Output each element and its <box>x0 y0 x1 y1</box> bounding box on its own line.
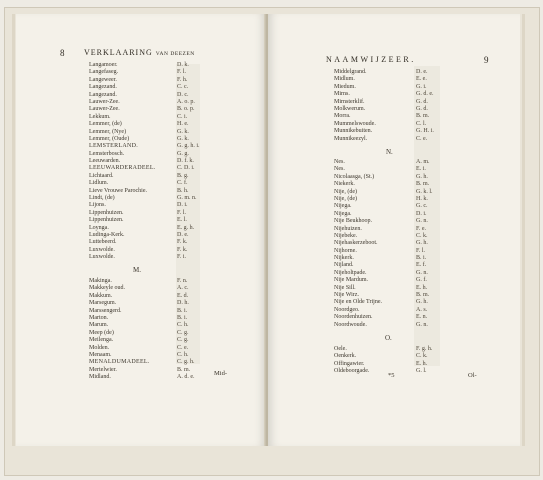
entry-map-ref: F. e. <box>416 225 427 232</box>
entry-name: Lauwer-Zee. <box>89 106 120 113</box>
entry-map-ref: E. h. <box>416 284 428 291</box>
index-entry <box>334 166 504 173</box>
left-running-head-main: VERKLAARING <box>84 48 153 57</box>
entry-name: Molkwerum. <box>334 105 366 112</box>
left-running-head-small: VAN DEEZEN <box>155 51 195 57</box>
entry-map-ref: C. f. <box>177 180 188 187</box>
entry-name: Langefaseg. <box>89 69 119 76</box>
index-entry <box>89 278 259 285</box>
entry-name: Lemmer, (Nye) <box>89 128 127 135</box>
index-entry <box>334 136 504 143</box>
index-entry <box>334 174 504 181</box>
index-entry <box>334 159 504 166</box>
entry-map-ref: B. g. <box>177 172 189 179</box>
entry-map-ref: A. o. p. <box>177 98 195 105</box>
index-entry <box>89 202 259 209</box>
entry-map-ref: G. g. h. i. <box>177 143 200 150</box>
entry-name: MENALDUMADEEL. <box>89 359 150 366</box>
entry-name: Miedum. <box>334 83 356 90</box>
entry-map-ref: G. n. <box>416 321 428 328</box>
index-entry <box>89 210 259 217</box>
entry-name: Nicolaasga, (St.) <box>334 173 375 180</box>
section-letter-m: M. <box>133 266 141 274</box>
index-entry <box>334 203 504 210</box>
entry-map-ref: C. g. <box>177 337 189 344</box>
entry-map-ref: G. k. <box>177 135 189 142</box>
index-entry <box>89 285 259 292</box>
entry-name: Nijebeke. <box>334 232 358 239</box>
right-entries-bottom <box>334 346 504 376</box>
entry-name: Lidlum. <box>89 180 109 187</box>
entry-name: Lekkum. <box>89 113 111 120</box>
index-entry <box>334 248 504 255</box>
entry-name: Nijehuizen. <box>334 225 362 232</box>
entry-map-ref: F. l. <box>177 209 187 216</box>
index-entry <box>334 307 504 314</box>
entry-name: Nije, (de) <box>334 188 357 195</box>
index-entry <box>89 129 259 136</box>
left-page <box>16 14 266 446</box>
entry-name: Noordgeo. <box>334 306 360 313</box>
entry-name: Middelgrand. <box>334 69 367 75</box>
entry-name: Marum. <box>89 322 109 329</box>
index-entry <box>334 353 504 360</box>
entry-map-ref: F. n. <box>177 278 188 284</box>
index-entry <box>89 232 259 239</box>
entry-name: Langezand. <box>89 84 117 91</box>
index-entry <box>89 165 259 172</box>
index-entry <box>89 121 259 128</box>
entry-name: Nije en Olde Trijne. <box>334 299 382 306</box>
left-page-edge <box>12 14 15 446</box>
entry-map-ref: D. h. <box>177 300 189 307</box>
entry-map-ref: E. e. <box>416 76 427 83</box>
entry-name: Meep (de) <box>89 329 114 336</box>
entry-name: Morra. <box>334 113 351 120</box>
index-entry <box>334 113 504 120</box>
index-entry <box>89 308 259 315</box>
entry-map-ref: C. h. <box>177 322 189 329</box>
entry-map-ref: F. g. h. <box>416 346 433 352</box>
entry-name: Nije Wirz. <box>334 292 359 299</box>
entry-map-ref: A. m. <box>416 159 430 165</box>
index-entry <box>334 361 504 368</box>
entry-map-ref: A. c. <box>177 285 189 292</box>
entry-name: Langamoer. <box>89 62 118 68</box>
entry-map-ref: C. g. h. <box>177 359 195 366</box>
index-entry <box>334 196 504 203</box>
index-entry <box>89 195 259 202</box>
right-page <box>268 14 520 446</box>
entry-name: Noordenhuizen. <box>334 314 373 321</box>
entry-map-ref: G. n. <box>416 218 428 225</box>
entry-map-ref: B. m. <box>177 366 191 373</box>
entry-map-ref: H. e. <box>177 121 189 128</box>
entry-name: Marsegum. <box>89 300 117 307</box>
entry-name: LEEUWARDERADEEL. <box>89 165 156 172</box>
index-entry <box>334 233 504 240</box>
right-running-head: NAAMWIJZEER. <box>326 55 416 64</box>
index-entry <box>334 91 504 98</box>
index-entry <box>334 121 504 128</box>
index-entry <box>89 225 259 232</box>
index-entry <box>334 226 504 233</box>
left-running-head <box>84 48 195 57</box>
entry-name: Nijehaskerzeboot. <box>334 240 378 247</box>
entry-name: Nijega. <box>334 203 352 210</box>
entry-name: Langeweer. <box>89 76 117 83</box>
entry-name: Nijland. <box>334 262 354 269</box>
entry-map-ref: E. h. <box>416 360 428 367</box>
index-entry <box>334 322 504 329</box>
index-entry <box>89 367 259 374</box>
index-entry <box>89 136 259 143</box>
entry-map-ref: B. i. <box>177 314 188 321</box>
entry-name: Nijega. <box>334 210 352 217</box>
index-entry <box>89 84 259 91</box>
entry-name: LEMSTERLAND. <box>89 143 139 150</box>
index-entry <box>89 143 259 150</box>
entry-map-ref: C. k. <box>416 353 428 360</box>
left-entries-top <box>89 62 259 262</box>
entry-map-ref: C. D. i. <box>177 165 195 172</box>
index-entry <box>89 345 259 352</box>
entry-name: Marton. <box>89 314 109 321</box>
entry-name: Nijeholtpade. <box>334 269 367 276</box>
index-entry <box>334 69 504 76</box>
entry-name: Lichtaard. <box>89 172 114 179</box>
index-entry <box>334 181 504 188</box>
entry-name: Nije Sill. <box>334 284 356 291</box>
entry-name: Luttebeerd. <box>89 239 117 246</box>
entry-map-ref: G. c. <box>416 203 428 210</box>
signature-mark: *5 <box>388 372 395 379</box>
entry-name: Makkeyle oud. <box>89 285 125 292</box>
entry-name: Loynga. <box>89 224 109 231</box>
entry-name: Munnikeezyl. <box>334 135 368 142</box>
entry-name: Nijhorne. <box>334 247 357 254</box>
entry-name: Lieve Vrouwe Parochie. <box>89 187 148 194</box>
entry-map-ref: E. l. <box>177 217 187 224</box>
entry-name: Nije, (de) <box>334 195 357 202</box>
entry-map-ref: D. e. <box>416 69 428 75</box>
index-entry <box>89 92 259 99</box>
left-catchword: Mid- <box>214 370 227 377</box>
entry-map-ref: B. i. <box>416 255 427 262</box>
index-entry <box>89 359 259 366</box>
entry-map-ref: F. l. <box>177 69 187 76</box>
index-entry <box>89 337 259 344</box>
entry-map-ref: A. s. <box>416 306 428 313</box>
entry-map-ref: B. i. <box>177 307 188 314</box>
entry-map-ref: B. m. <box>416 181 430 188</box>
right-entries-mid <box>334 159 504 329</box>
entry-name: Lijons. <box>89 202 106 209</box>
entry-name: Luxwolde. <box>89 254 115 261</box>
entry-map-ref: B. m. <box>416 292 430 299</box>
index-entry <box>334 128 504 135</box>
entry-name: Luxwolde. <box>89 246 115 253</box>
entry-map-ref: G. i. <box>416 83 427 90</box>
entry-map-ref: C. l. <box>416 120 427 127</box>
right-entries-top <box>334 69 504 143</box>
entry-name: Mertelwier. <box>89 366 117 373</box>
entry-name: Lippenhuizen. <box>89 209 124 216</box>
entry-name: Nijkerk. <box>334 255 354 262</box>
index-entry <box>334 76 504 83</box>
entry-name: Lemmer, (de) <box>89 121 122 128</box>
entry-map-ref: E. i. <box>416 166 426 173</box>
entry-name: Nes. <box>334 166 345 173</box>
entry-name: Mummelswoude. <box>334 120 376 127</box>
entry-name: Offingawier. <box>334 360 365 367</box>
entry-map-ref: A. d. e. <box>177 374 195 381</box>
entry-name: Molden. <box>89 344 110 351</box>
entry-map-ref: B. o. p. <box>177 106 195 113</box>
entry-name: Marssengerd. <box>89 307 122 314</box>
entry-map-ref: C. e. <box>177 344 189 351</box>
entry-map-ref: E. f. <box>416 262 427 269</box>
index-entry <box>89 300 259 307</box>
index-entry <box>89 374 259 381</box>
entry-name: Midland. <box>89 374 111 381</box>
entry-map-ref: G. H. i. <box>416 128 434 135</box>
index-entry <box>334 299 504 306</box>
left-folio: 8 <box>60 48 65 58</box>
index-entry <box>334 218 504 225</box>
index-entry <box>89 99 259 106</box>
index-entry <box>334 99 504 106</box>
entry-map-ref: G. l. <box>416 368 427 375</box>
entry-map-ref: C. h. <box>177 351 189 358</box>
index-entry <box>89 247 259 254</box>
index-entry <box>89 239 259 246</box>
index-entry <box>89 254 259 261</box>
index-entry <box>334 211 504 218</box>
entry-map-ref: F. h. <box>177 76 188 83</box>
entry-map-ref: C. g. <box>177 329 189 336</box>
entry-map-ref: C. i. <box>177 113 188 120</box>
entry-map-ref: F. k. <box>177 246 188 253</box>
entry-map-ref: D. e. <box>177 231 189 238</box>
entry-name: Makinga. <box>89 278 112 284</box>
entry-map-ref: G. d. <box>416 98 428 105</box>
entry-name: Oldeboorgade. <box>334 368 370 375</box>
entry-map-ref: H. k. <box>416 195 428 202</box>
index-entry <box>89 293 259 300</box>
entry-name: Midlum. <box>334 76 355 83</box>
entry-name: Oele. <box>334 346 347 352</box>
index-entry <box>89 188 259 195</box>
entry-map-ref: F. l. <box>416 247 426 254</box>
index-entry <box>334 314 504 321</box>
entry-map-ref: E. g. h. <box>177 224 195 231</box>
entry-name: Oenkerk. <box>334 353 357 360</box>
entry-map-ref: B. m. <box>416 113 430 120</box>
index-entry <box>89 315 259 322</box>
entry-name: Lemsterbosch. <box>89 150 125 157</box>
entry-map-ref: D. k. <box>177 62 189 68</box>
index-entry <box>89 330 259 337</box>
index-entry <box>334 189 504 196</box>
entry-name: Langezand. <box>89 91 117 98</box>
entry-map-ref: C. k. <box>416 232 428 239</box>
entry-name: Mirns. <box>334 91 350 98</box>
entry-map-ref: G. m. n. <box>177 195 197 202</box>
index-entry <box>89 352 259 359</box>
entry-map-ref: F. k. <box>177 239 188 246</box>
entry-map-ref: C. c. <box>177 84 189 91</box>
entry-name: Menaam. <box>89 351 112 358</box>
entry-map-ref: D. c. <box>177 91 189 98</box>
right-catchword: Ol- <box>468 372 477 379</box>
entry-map-ref: D. i. <box>416 210 427 217</box>
entry-name: Leeuwarden. <box>89 158 121 165</box>
right-folio: 9 <box>484 55 489 65</box>
index-entry <box>89 69 259 76</box>
index-entry <box>89 217 259 224</box>
index-entry <box>89 180 259 187</box>
entry-name: Niekerk. <box>334 181 355 188</box>
entry-map-ref: G. k. <box>177 128 189 135</box>
entry-name: Noordwoude. <box>334 321 367 328</box>
section-letter-n: N. <box>386 148 393 156</box>
index-entry <box>89 158 259 165</box>
entry-map-ref: G. n. <box>416 269 428 276</box>
entry-name: Mirnsterklif. <box>334 98 365 105</box>
index-entry <box>334 84 504 91</box>
entry-map-ref: F. i. <box>177 254 187 261</box>
entry-map-ref: G. h. <box>416 299 428 306</box>
index-entry <box>89 77 259 84</box>
entry-name: Lauwer-Zee. <box>89 98 120 105</box>
entry-map-ref: E. d. <box>177 292 189 299</box>
section-letter-o: O. <box>385 334 392 342</box>
entry-name: Meilenga. <box>89 337 114 344</box>
entry-map-ref: G. g. <box>177 150 189 157</box>
entry-map-ref: C. e. <box>416 135 428 142</box>
index-entry <box>334 262 504 269</box>
entry-map-ref: D. i. <box>177 202 188 209</box>
index-entry <box>334 292 504 299</box>
entry-map-ref: G. k. l. <box>416 188 433 195</box>
index-entry <box>89 322 259 329</box>
entry-map-ref: G. d. e. <box>416 91 434 98</box>
entry-map-ref: G. h. <box>416 173 428 180</box>
index-entry <box>334 240 504 247</box>
index-entry <box>89 173 259 180</box>
index-entry <box>89 106 259 113</box>
entry-name: Lemmer, (Oude) <box>89 135 130 142</box>
entry-name: Nije Beukhoop. <box>334 218 372 225</box>
left-entries-bottom <box>89 278 259 381</box>
entry-name: Makkum. <box>89 292 113 299</box>
entry-map-ref: B. h. <box>177 187 189 194</box>
index-entry <box>334 277 504 284</box>
index-entry <box>334 346 504 353</box>
index-entry <box>89 151 259 158</box>
entry-name: Nes. <box>334 159 345 165</box>
entry-name: Ludinga-Kerk. <box>89 231 125 238</box>
entry-map-ref: D. f. k. <box>177 158 194 165</box>
index-entry <box>334 106 504 113</box>
entry-map-ref: G. f. <box>416 277 427 284</box>
index-entry <box>334 368 504 375</box>
entry-map-ref: G. d. <box>416 105 428 112</box>
entry-name: Munnikebuiten. <box>334 128 373 135</box>
entry-name: Nije Mardum. <box>334 277 368 284</box>
index-entry <box>334 285 504 292</box>
entry-map-ref: G. h. <box>416 240 428 247</box>
right-page-edge <box>522 14 525 446</box>
entry-map-ref: E. n. <box>416 314 428 321</box>
entry-name: Lindt, (de) <box>89 195 115 202</box>
entry-name: Lippenhuizen. <box>89 217 124 224</box>
